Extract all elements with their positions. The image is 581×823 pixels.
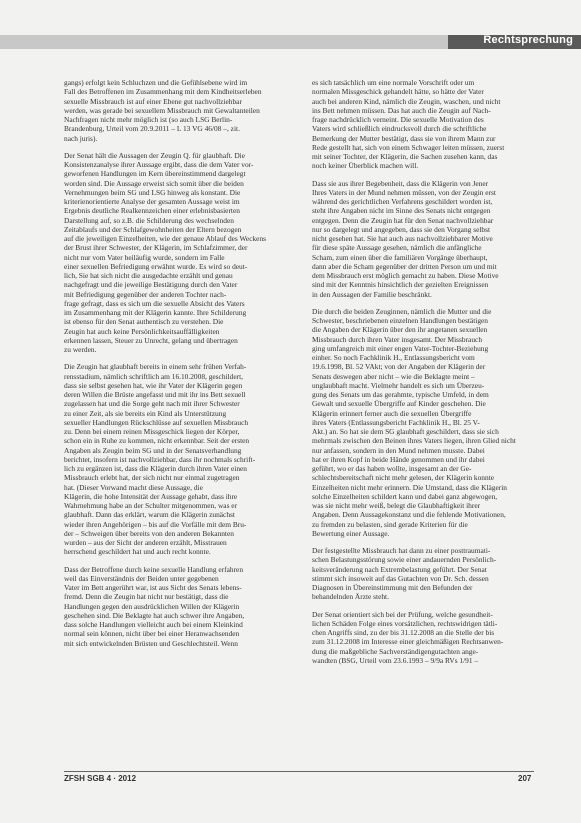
right-text-column <box>312 78 534 673</box>
text-line: im Zusammenhang mit der Klägerin kannte. Ihre Schilderung <box>64 308 247 317</box>
text-line: zum 31.12.2008 im Interesse einer gleichmäßigen Rechtsanwen- <box>312 637 504 647</box>
text-line: 19.6.1998, Bl. 52 VAkt; von der Angaben der Klägerin der <box>312 362 486 372</box>
text-line: ging umfangreich mit einer engen Vater-Tochter-Beziehung <box>312 343 489 353</box>
text-line: Nachfragen nicht mehr möglich ist (so auch LSG Berlin- <box>64 115 233 124</box>
text-line: behandelnden Ärzte steht. <box>312 592 389 602</box>
text-line: mit Befriedigung gegenüber der anderen Tochter nach- <box>64 289 227 299</box>
text-line: kriterienorientierte Analyse der gesamten Aussage weist im <box>64 197 240 206</box>
text-line: gangs) erfolgt kein Schluchzen und die Gefühlsebene wird im <box>64 78 248 87</box>
text-line: Der Senat orientiert sich bei der Prüfung, welche gesundheit- <box>312 609 493 619</box>
text-line: zu fremden zu belasten, sind gerade Kriterien für die <box>312 519 468 529</box>
text-line: geschehen sind. Die Beklagte hat auch schwer ihre Angaben, <box>64 610 245 620</box>
text-line: mehrmals zwischen den Beinen ihres Vaters liegen, ihren Glied nicht <box>312 436 516 446</box>
text-line: weil das Einverständnis der Beiden unter gegebenen <box>64 573 219 583</box>
text-line: herrschend geschildert hat und auch recht konnte. <box>64 547 211 557</box>
text-line: es sich tatsächlich um eine normale Vorschrift oder um <box>312 78 475 87</box>
text-line: Zeitablaufs und der Schlafgewohnheiten der Eltern bezogen <box>64 224 242 234</box>
text-line: werden, was gerade bei sexuellem Missbrauch mit Gewaltanteilen <box>64 105 260 115</box>
text-line: Dass sie aus ihrer Begebenheit, dass die Klägerin von Jener <box>312 178 489 188</box>
text-line: hat er ihren Kopf in beide Hände genommen und ihr dabei <box>312 454 485 464</box>
text-line: nicht nur vom Vater beiläufig wurde, sondern im Falle <box>64 252 225 262</box>
text-line: Angaben. Denn Aussagekonstanz und die fehlende Motivationen, <box>312 510 506 520</box>
paragraph <box>312 307 534 538</box>
text-line: mit sich entwickelnden Brüsten und Geschlechtsteil. Wenn <box>64 638 238 648</box>
text-line: normalen Missgeschick gehandelt hätte, so hätte der Vater <box>312 87 484 97</box>
text-line: steht ihre Angaben nicht im Sinne des Senats nicht entgegen <box>312 206 491 216</box>
text-line: nachgefragt und die jeweilige Bestätigung durch den Vater <box>64 280 238 290</box>
text-line: Der festgestellte Missbrauch hat dann zu einer posttraumati- <box>312 546 491 555</box>
text-line: dass sie selbst gesehen hat, wie ihr Vater der Klägerin gegen <box>64 380 243 390</box>
paragraph <box>64 78 286 143</box>
text-line: Handlungen gegen den ausdrücklichen Willen der Klägerin <box>64 601 240 611</box>
text-line: Ergebnis deutliche Realkennzeichen einer erlebnisbasierten <box>64 206 240 216</box>
text-line: in den Aussagen der Familie beschränkt. <box>312 289 432 299</box>
text-line: geführt, wo er das haben wollte, insgesamt an der Ge- <box>312 464 472 473</box>
paragraph <box>312 78 534 171</box>
text-line: zu werden. <box>64 345 97 354</box>
text-line: Klägerin erinnert ferner auch die sexuellen Übergriffe <box>312 408 472 418</box>
text-line: Klägerin, die hohe Intensität der Aussage gehabt, dass ihre <box>64 491 238 501</box>
text-line: ihres Vaters (Entlassungsbericht Fachklinik H., Bl. 25 V- <box>312 417 480 427</box>
text-line: dann aber die Scham gegenüber der dritten Person um und mit <box>312 261 497 271</box>
text-line: Vernehmungen beim SG und LSG hinweg als konstant. Die <box>64 187 241 197</box>
text-line: rensstadium, nämlich schriftlich am 16.10.2008, geschildert, <box>64 371 243 381</box>
text-line: schen Belastungsstörung sowie einer andauernden Persönlich- <box>312 555 497 565</box>
text-line: noch keiner Überblick machen will. <box>312 161 419 171</box>
text-line: Vater im Bett angerührt war, ist aus Sicht des Senats lebens- <box>64 583 242 592</box>
paragraph <box>64 151 286 355</box>
text-line: Ihres Vaters in der Mund nehmen müssen, von der Zeugin erst <box>312 187 496 197</box>
text-line: Scham, zum einen über die familiären Vorgänge überhaupt, <box>312 252 488 262</box>
paragraph <box>64 362 286 556</box>
text-line: Dass der Betroffene durch keine sexuelle Handlung erfahren <box>64 564 244 574</box>
text-line: Der Senat hält die Aussagen der Zeugin Q. für glaubhaft. Die <box>64 150 246 160</box>
text-line: fremd. Denn die Zeugin hat nicht nur bestätigt, dass die <box>64 592 229 602</box>
text-line: normal sein können, nicht über bei einer Heranwachsenden <box>64 629 240 639</box>
text-line: schlechtsbereitschaft nicht mehr gelesen, der Klägerin konnte <box>312 473 495 483</box>
page-header <box>0 35 581 57</box>
text-line: Darstellung auf, so z.B. die Schilderung des wechselnden <box>64 215 234 225</box>
text-line: erkennen lassen, Steuer zu Unrecht, gelang und übertragen <box>64 335 238 345</box>
text-line: zugelassen hat und die Sorge geht nach mit ihrer Schwester <box>64 399 240 409</box>
text-line: einher. So noch Fachklinik H., Entlassungsbericht vom <box>312 353 475 362</box>
text-line: Missbrauch erlebt hat, der sich nicht nur einmal zugetragen <box>64 473 240 483</box>
text-line: Die durch die beiden Zeuginnen, nämlich die Mutter und die <box>312 306 492 316</box>
text-line: wieder ihren Angehörigen – bis auf die Vorfälle mit dem Bru- <box>64 519 247 529</box>
text-line: Missbrauch durch ihren Vater insgesamt. Der Missbrauch <box>312 334 483 344</box>
text-line: der – Schweigen über bereits von den anderen Bekannten <box>64 528 234 538</box>
text-line: worden sind. Die Aussage erweist sich somit über die beiden <box>64 178 244 188</box>
text-line: Konsistenzanalyse ihrer Aussage ergibt, dass die dem Vater vor- <box>64 160 254 169</box>
text-line: auf die jeweiligen Einzelheiten, wie der genaue Ablauf des Weckens <box>64 234 267 243</box>
text-line: für diese späte Aussage gesehen, nämlich die anfängliche <box>312 243 482 253</box>
text-line: ist ebenso für den Senat authentisch zu verstehen. Die <box>64 317 224 327</box>
text-line: dem Missbrauch erst möglich gemacht zu haben. Diese Motive <box>312 271 499 280</box>
text-line: einer sexuellen Befriedigung erwähnt wurde. Es wird so deut- <box>64 261 248 271</box>
text-line: nicht gesehen hat. Sie hat auch aus nachvollziehbarer Motive <box>312 234 493 243</box>
text-line: solche Einzelheiten schildert kann und dabei ganz abgewogen, <box>312 491 498 501</box>
text-line: Die Zeugin hat glaubhaft bereits in einem sehr frühen Verfah- <box>64 362 247 372</box>
paragraph <box>64 565 286 648</box>
text-line: dung die maßgebliche Sachverständigengutachten ange- <box>312 646 479 656</box>
header-section-tab <box>448 35 581 49</box>
text-line: lichen Schäden Folge eines vorsätzlichen, rechtswidrigen tätli- <box>312 618 498 628</box>
text-line: während des gerichtlichen Verfahrens geschildert worden ist, <box>312 197 493 206</box>
text-line: chen Angriffs sind, zu der bis 31.12.2008 an die Stelle der bis <box>312 628 495 637</box>
page-number: 207 <box>518 774 532 783</box>
text-line: wandten (BSG, Urteil vom 23.6.1993 – 9/9a RVs 1/91 – <box>312 655 479 665</box>
text-line: lich, Sie hat sich nicht die ausgedachte erzählt und genau <box>64 271 233 280</box>
paragraph <box>312 179 534 299</box>
text-line: entgegen. Denn die Zeugin hat für den Senat nachvollziehbar <box>312 215 494 225</box>
text-line: auch bei anderen Kind, nämlich die Zeugin, waschen, und nicht <box>312 96 501 106</box>
text-line: wurden – aus der Sicht der anderen erzählt, Misstrauen <box>64 538 227 547</box>
text-line: nur so dargelegt und angegeben, dass sie den Vorgang selbst <box>312 224 491 234</box>
text-line: Zeugin hat auch keine Persönlichkeitsauffälligkeiten <box>64 326 220 336</box>
text-line: frage gefragt, dass es sich um die sexuelle Absicht des Vaters <box>64 298 245 308</box>
text-line: frage nachdrücklich verneint. Die sexuelle Motivation des <box>312 115 484 124</box>
text-line: stimmt sich insoweit auf das Gutachten von Dr. Sch. dessen <box>312 573 489 583</box>
text-line: unglaubhaft macht. Vielmehr handelt es sich um Überzeu- <box>312 380 485 390</box>
text-line: Bewertung einer Aussage. <box>312 528 390 538</box>
paragraph <box>312 546 534 602</box>
text-line: der Brust ihrer Schwester, der Klägerin, im Schlafzimmer, der <box>64 243 248 253</box>
text-line: sexueller Handlungen Rückschlüsse auf sexuellen Missbrauch <box>64 417 249 427</box>
text-line: Angaben als Zeugin beim SG und in der Senatsverhandlung <box>64 445 242 455</box>
text-line: mit seiner Tochter, der Klägerin, die Sachen zusehen kann, das <box>312 152 498 161</box>
text-line: dass solche Handlungen vielleicht auch bei einem Kleinkind <box>64 620 243 629</box>
text-line: zu einer Zeit, als sie bereits ein Kind als Unterstützung <box>64 408 227 418</box>
text-line: schon ein in Ruhe zu kommen, nicht erkennbar. Seit der ersten <box>64 436 250 446</box>
section-title: Rechtsprechung <box>483 34 573 46</box>
text-line: keitsveränderung nach Extrembelastung geführt. Der Senat <box>312 564 487 574</box>
text-line: Akt.) an. So hat sie dem SG glaubhaft geschildert, dass sie sich <box>312 427 499 436</box>
text-line: nach juris). <box>64 133 98 143</box>
text-line: Schwester, beschriebenen einzelnen Handlungen bestätigen <box>312 316 488 325</box>
journal-reference: ZFSH SGB 4 · 2012 <box>64 774 137 783</box>
text-line: Fall des Betroffenen im Zusammenhang mit dem Kindheitserleben <box>64 87 262 97</box>
paragraph <box>312 610 534 666</box>
text-line: hat. (Dieser Vorwand macht diese Aussage, die <box>64 482 203 492</box>
text-line: Rede gestellt hat, sich von einem Schwager leiten müssen, zuerst <box>312 142 505 152</box>
text-line: gung des Senats um das gerahmte, typische Umfeld, in dem <box>312 390 489 399</box>
text-line: Bemerkung der Mutter bestätigt, dass sie von ihrem Mann zur <box>312 133 496 143</box>
text-line: Vaters wird schließlich eindrucksvoll durch die schriftliche <box>312 124 487 134</box>
text-line: was sie nicht mehr weiß, belegt die Glaubhaftigkeit ihrer <box>312 501 481 510</box>
text-line: Brandenburg, Urteil vom 20.9.2011 – L 13 VG 46/08 –, zit. <box>64 124 240 134</box>
text-line: berichtet, insofern ist nachvollziehbar, dass ihr nochmals schrift- <box>64 454 256 464</box>
text-line: Einzelheiten nicht mehr erinnern. Die Umstand, dass die Klägerin <box>312 482 507 492</box>
text-line: geworfenen Handlungen im Kern übereinstimmend dargelegt <box>64 169 246 179</box>
text-line: sind mit der Kenntnis hinsichtlich der gezielten Ereignissen <box>312 280 489 290</box>
text-line: die Angaben der Klägerin über den ihr angetanen sexuellen <box>312 325 488 335</box>
text-line: deren Willen die Brüste angefasst und mit ihr ins Bett sexuell <box>64 390 246 399</box>
text-line: zu. Denn bei einem reinen Missgeschick liegen der Körper, <box>64 427 240 436</box>
text-line: sexuelle Missbrauch ist auf einer Ebene gut nachvollziehbar <box>64 96 242 106</box>
footer-rule <box>64 771 534 772</box>
text-line: nur anfassen, sondern in den Mund nehmen musste. Dabei <box>312 445 485 455</box>
left-text-column <box>64 78 286 656</box>
text-line: Wahrnehmung habe an der Schulter mitgenommen, was er <box>64 501 238 510</box>
text-line: Diagnosen in Übereinstimmung mit den Befunden der <box>312 583 473 592</box>
text-line: Senats deswegen aber nicht – wie die Beklagte meint – <box>312 371 475 381</box>
text-line: ins Bett nehmen müssen. Das hat auch die Zeugin auf Nach- <box>312 105 491 115</box>
text-line: Gewalt und sexuelle Übergriffe auf Kinder geschehen. Die <box>312 399 486 409</box>
text-line: glaubhaft. Dann das erklärt, warum die Klägerin zunächst <box>64 510 235 520</box>
text-line: lich zu ergänzen ist, dass die Klägerin durch ihren Vater einen <box>64 464 247 473</box>
